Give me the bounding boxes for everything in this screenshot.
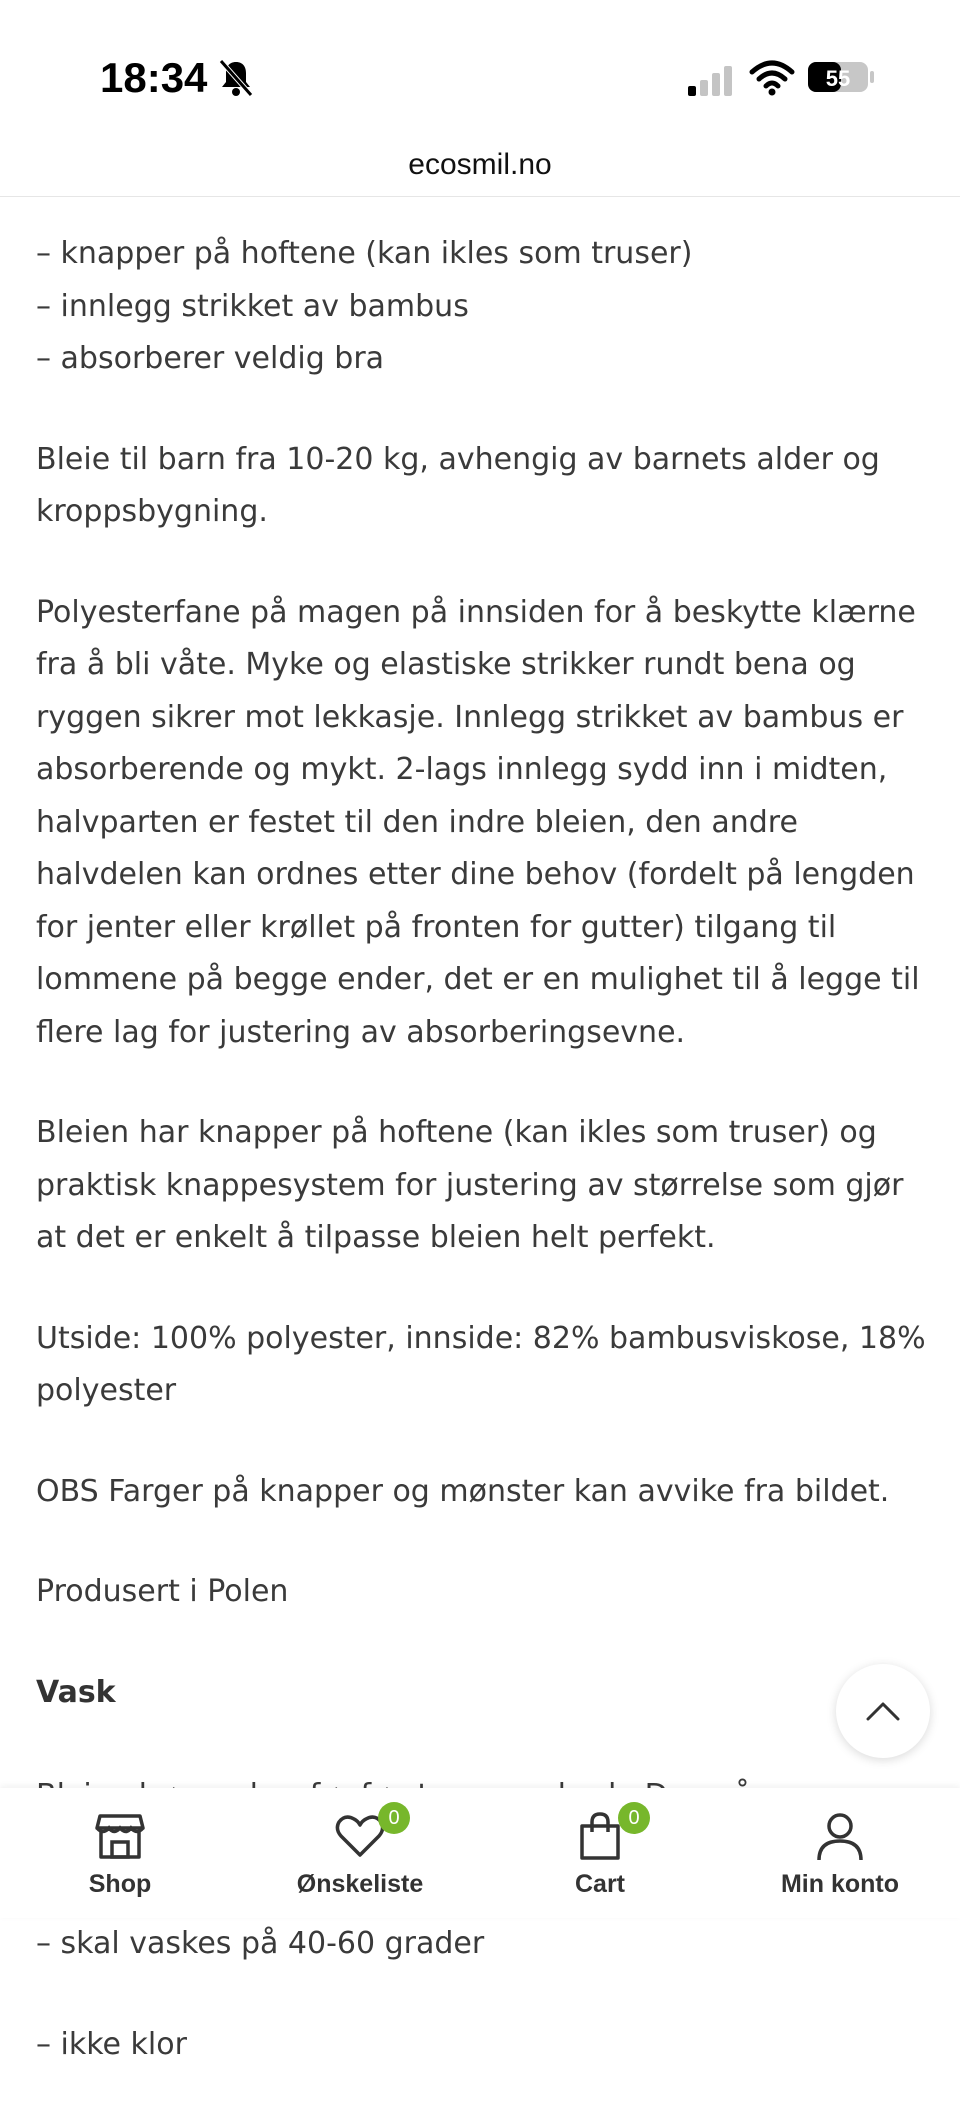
paragraph-buttons: Bleien har knapper på hoftene (kan ikles som truser) og praktisk knappesystem for justering av størrelse som gjør at det er enkelt å tilpasse bleien helt perfekt.	[36, 1115, 904, 1255]
nav-wishlist[interactable]	[240, 1788, 480, 1918]
status-time: 18:34	[100, 54, 208, 101]
url-text: ecosmil.no	[408, 148, 552, 181]
store-icon	[94, 1810, 146, 1862]
partially-hidden-text	[36, 1770, 764, 1788]
paragraph-origin: Produsert i Polen	[36, 1574, 289, 1609]
wifi-icon	[750, 60, 794, 96]
nav-cart[interactable]	[480, 1788, 720, 1918]
user-icon	[814, 1810, 866, 1862]
chevron-up-icon	[865, 1700, 901, 1722]
scroll-to-top-button[interactable]	[836, 1664, 930, 1758]
wishlist-count-badge: 0	[378, 1802, 410, 1834]
list-item: – innlegg strikket av bambus	[36, 288, 469, 324]
list-item: – absorberer veldig bra	[36, 341, 385, 376]
nav-account[interactable]	[720, 1788, 960, 1918]
bottom-navigation	[0, 1788, 960, 1918]
cellular-signal-icon	[688, 66, 734, 96]
cart-count-badge: 0	[618, 1802, 650, 1834]
status-bar	[0, 0, 960, 140]
paragraph-note: OBS Farger på knapper og mønster kan avvike fra bildet.	[36, 1473, 890, 1509]
paragraph-details: Polyesterfane på magen på innsiden for å beskytte klærne fra å bli våte. Myke og elastiske strikker rundt bena og ryggen sikrer mot lekkasje. Innlegg strikket av bambus er absorberende og mykt. 2-lags innlegg sydd inn i midten, halvparten er festet til den indre bleien, den andre halvdelen kan ordnes etter dine behov (fordelt på lengden for jenter eller krøllet på fronten for gutter) tilgang til lommene på begge ender, det er en mulighet til å legge til flere lag for justering av absorberingsevne.	[36, 594, 920, 1050]
product-description	[36, 228, 936, 1767]
list-item: – skal vaskes på 40-60 grader	[36, 1926, 485, 1961]
nav-cart-label: Cart	[574, 1870, 625, 1898]
list-item: – knapper på hoftene (kan ikles som truser)	[36, 236, 693, 271]
list-item: – ikke klor	[36, 2026, 187, 2062]
silent-bell-icon	[218, 58, 254, 98]
nav-account-label: Min konto	[780, 1870, 900, 1898]
feature-list	[36, 228, 936, 386]
battery-icon	[808, 60, 876, 94]
battery-level: 55	[825, 66, 851, 91]
address-bar[interactable]	[0, 140, 960, 197]
nav-shop[interactable]	[0, 1788, 240, 1918]
section-heading-wash: Vask	[36, 1674, 116, 1710]
nav-wishlist-label: Ønskeliste	[296, 1870, 424, 1898]
nav-shop-label: Shop	[88, 1870, 152, 1898]
wash-instructions	[36, 1918, 936, 2119]
paragraph-material: Utside: 100% polyester, innside: 82% bambusviskose, 18% polyester	[36, 1320, 926, 1408]
paragraph-size: Bleie til barn fra 10-20 kg, avhengig av barnets alder og kroppsbygning.	[36, 441, 880, 529]
